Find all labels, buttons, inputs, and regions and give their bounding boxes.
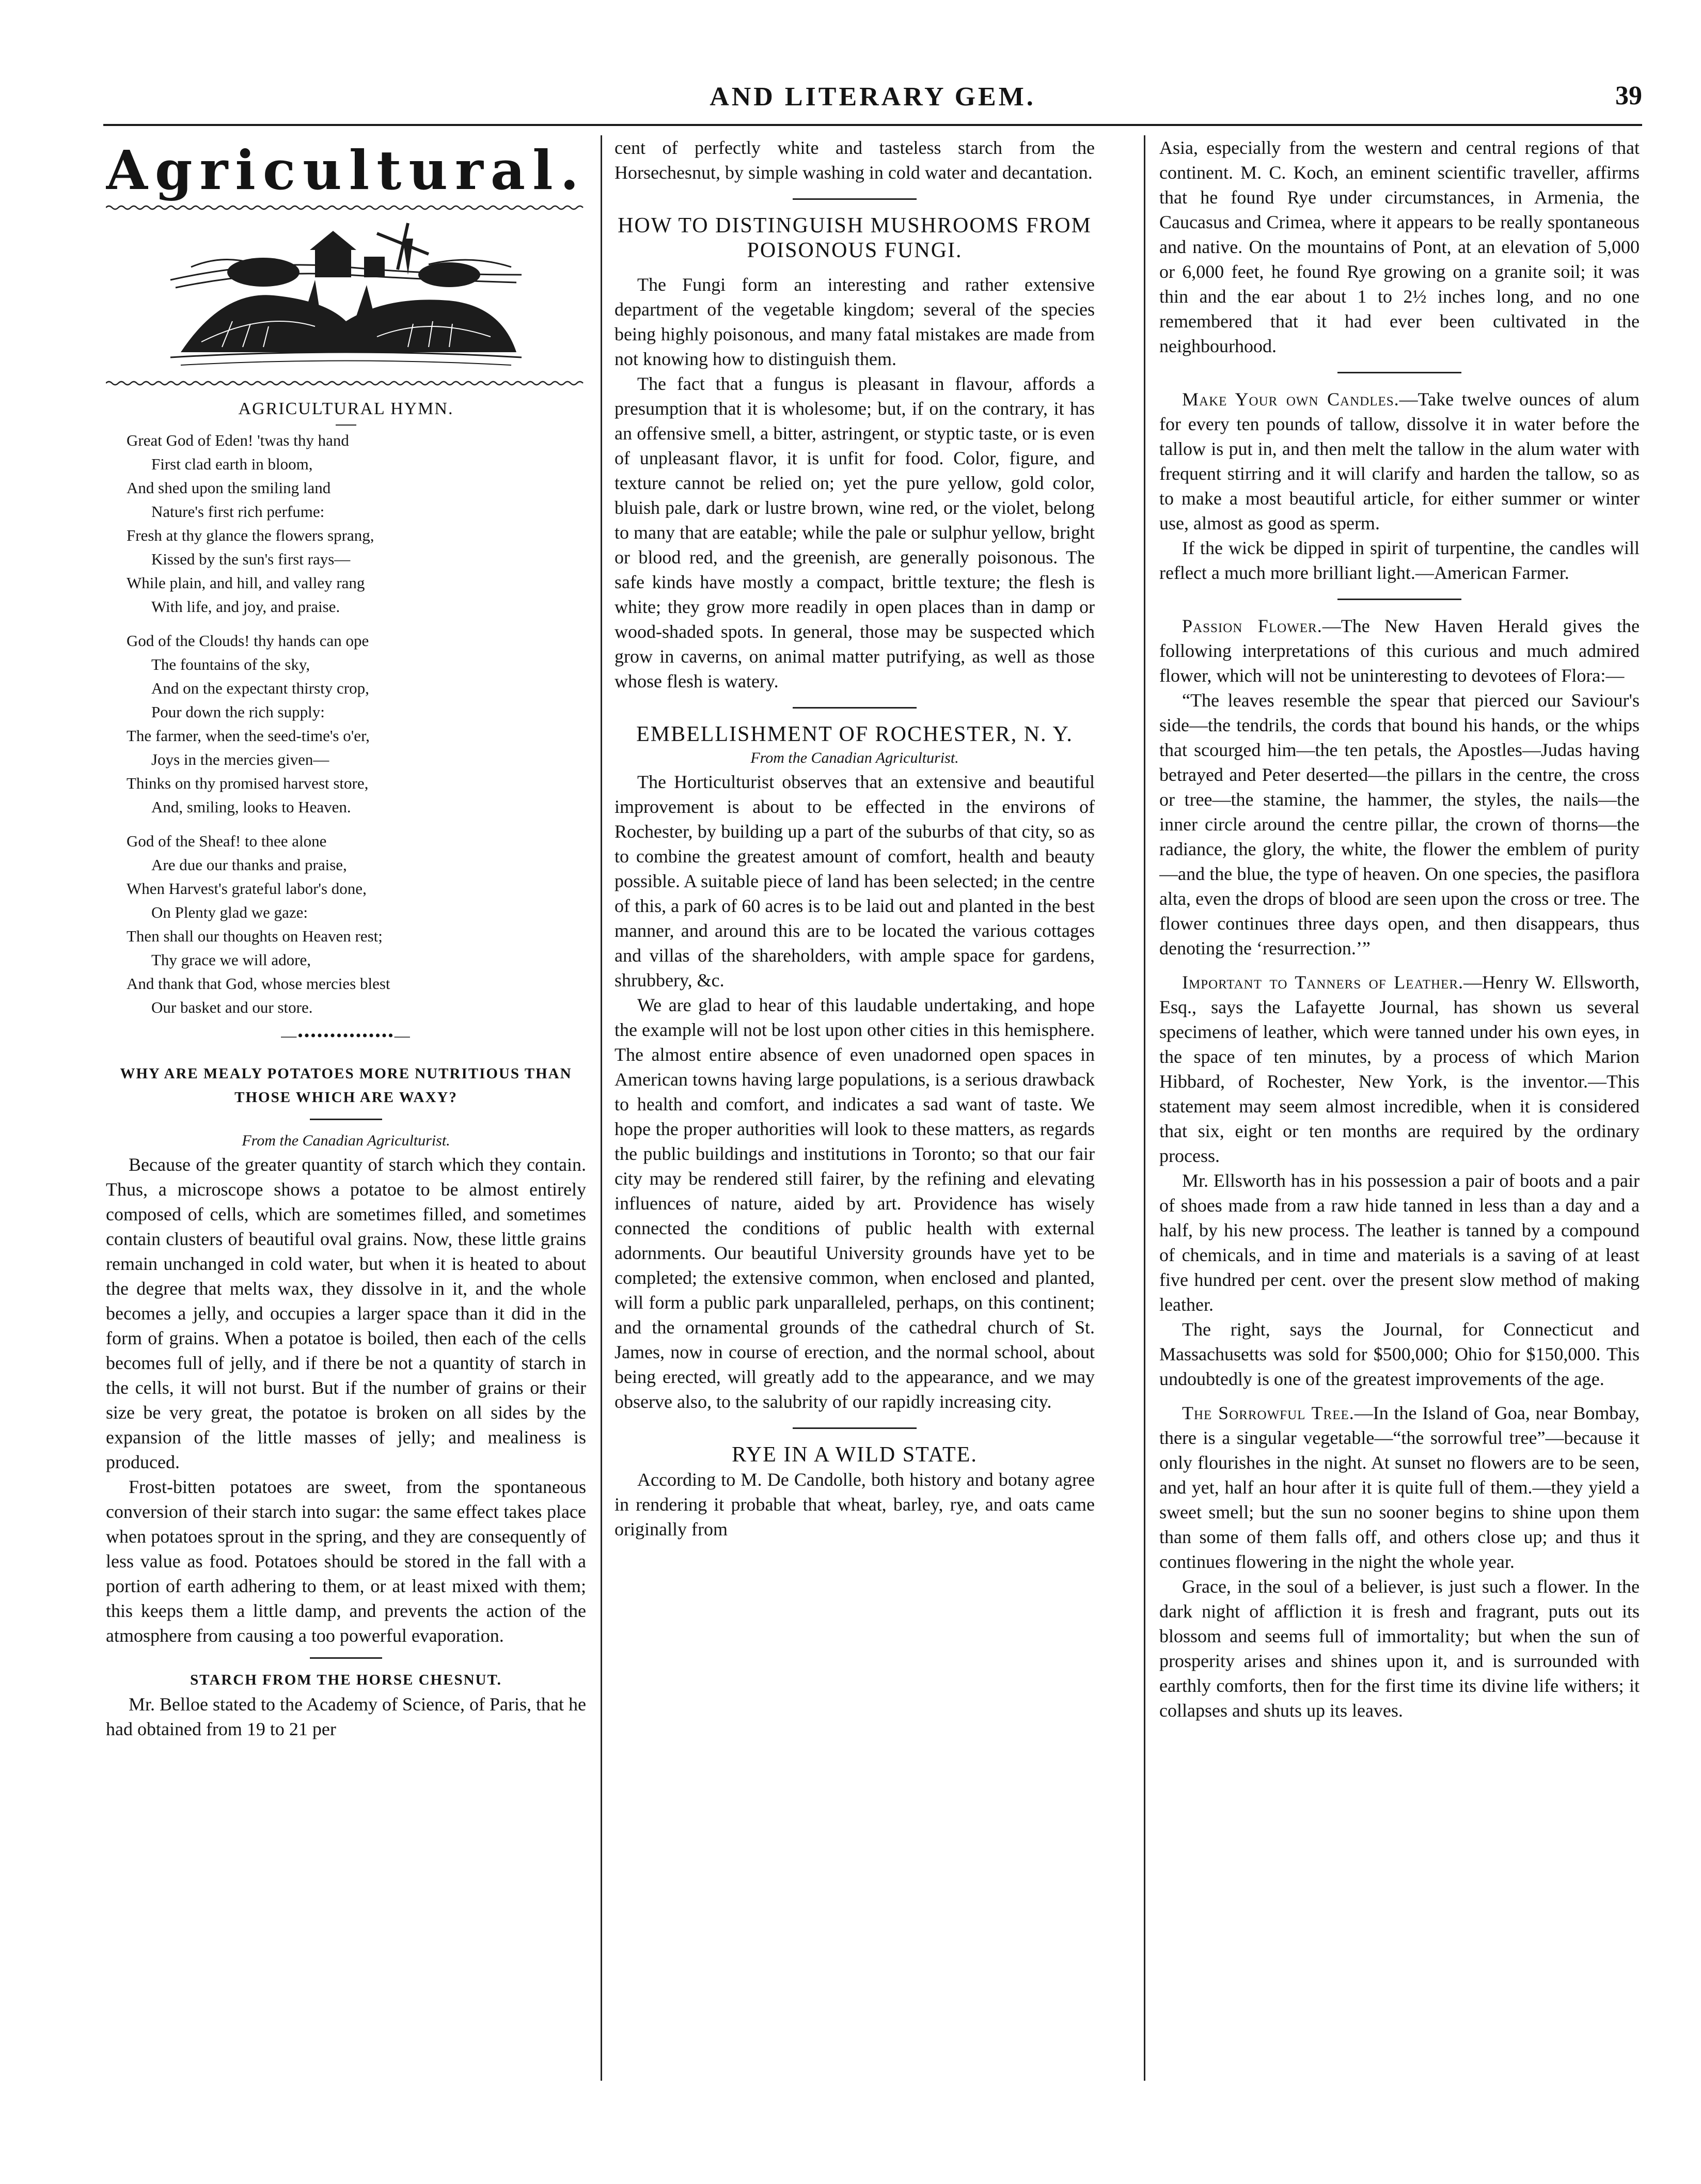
poem-line: The fountains of the sky, xyxy=(151,655,310,673)
divider xyxy=(793,1427,917,1429)
column-divider-2 xyxy=(1144,135,1145,2081)
header-rule xyxy=(103,124,1642,126)
column-1 xyxy=(106,135,586,2081)
poem-line: Nature's first rich perfume: xyxy=(151,502,325,521)
poem-line: God of the Clouds! thy hands can ope xyxy=(127,632,369,650)
candles-paragraph-1 xyxy=(1159,387,1640,536)
running-head xyxy=(103,77,1642,122)
mushrooms-title: HOW TO DISTINGUISH MUSHROOMS FROM POISONOUS FUNGI. xyxy=(618,214,1092,262)
starch-title: STARCH FROM THE HORSE CHESNUT. xyxy=(190,1672,502,1688)
tanners-lead: Important to Tanners of Leather. xyxy=(1182,972,1464,993)
poem-line: Pour down the rich supply: xyxy=(151,703,325,721)
poem-line: Thinks on thy promised harvest store, xyxy=(127,774,369,792)
sorrowful-paragraph-1 xyxy=(1159,1401,1640,1574)
rochester-paragraph-2: We are glad to hear of this laudable undertaking, and hope the example will not be lost upon other cities in this hemisphere. The almost entire absence of even unadorned open spaces in American towns having large populations, is a serious drawback to health and comfort, and indicates a sad want of taste. We hope the proper authorities will look to these matters, as regards the public buildings and institutions in Toronto; so that our fair city may be rendered still fairer, by the refining and elevating influences of nature, aided by art. Providence has wisely connected the conditions of public health with external adornments. Our beautiful University grounds have yet to be completed; the extensive common, when enclosed and planted, will form a public park unparalleled, perhaps, on this continent; and the ornamental grounds of the cathedral church of St. James, now in course of erection, and the normal school, about being erected, will greatly add to the appearance, and we may observe also, to the salubrity of our rapidly increasing city. xyxy=(615,995,1095,1412)
starch-paragraph-1: Mr. Belloe stated to the Academy of Science, of Paris, that he had obtained from 19 to 21 per xyxy=(106,1694,586,1739)
column-2 xyxy=(615,135,1095,2081)
potatoes-paragraph-2: Frost-bitten potatoes are sweet, from the spontaneous conversion of their starch into sugar: the same effect takes place when potatoes sprout in the spring, and they are consequently of less value as food. Potatoes should be stored in the fall with a portion of earth adhering to them, or at least mixed with them; this keeps them a little damp, and prevents the action of the atmosphere from causing a too powerful evaporation. xyxy=(106,1476,586,1646)
mushrooms-paragraph-1: The Fungi form an interesting and rather extensive department of the vegetable kingdom; several of the species being highly poisonous, and many fatal mistakes are made from not knowing how to distinguish them. xyxy=(615,274,1095,369)
divider xyxy=(1337,599,1461,600)
poem-line: When Harvest's grateful labor's done, xyxy=(127,879,367,898)
poem-line: And shed upon the smiling land xyxy=(127,479,331,497)
potatoes-title: WHY ARE MEALY POTATOES MORE NUTRITIOUS THAN THOSE WHICH ARE WAXY? xyxy=(120,1065,572,1106)
tanners-paragraph-1 xyxy=(1159,970,1640,1168)
poem-line: And on the expectant thirsty crop, xyxy=(151,679,369,697)
poem-line: The farmer, when the seed-time's o'er, xyxy=(127,727,370,745)
starch-continuation: cent of perfectly white and tasteless starch from the Horsechesnut, by simple washing in cold water and decantation. xyxy=(615,137,1095,183)
poem-line: God of the Sheaf! to thee alone xyxy=(127,832,327,850)
candles-text: —Take twelve ounces of alum for every ten pounds of tallow, dissolve it in water before the tallow is put in, and then melt the tallow in the alum water with frequent stirring and it will clarify and harden the tallow, so as to make a most beautiful article, for either summer or winter use, almost as good as sperm. xyxy=(1159,389,1640,533)
poem-line: With life, and joy, and praise. xyxy=(151,598,340,616)
poem-line: While plain, and hill, and valley rang xyxy=(127,574,365,592)
poem-line: Are due our thanks and praise, xyxy=(151,856,347,874)
hymn-poem xyxy=(127,429,586,1019)
rye-continuation: Asia, especially from the western and central regions of that continent. M. C. Koch, an eminent scientific traveller, affirms that he found Rye under circumstances, in Armenia, the Caucasus and Crimea, where it appears to be really spontaneous and native. On the mountains of Pont, at an elevation of 5,000 or 6,000 feet, he found Rye growing on a granite soil; it was thin and the ear about 1 to 2½ inches long, and no one remembered that it had ever been cultivated in the neighbourhood. xyxy=(1159,137,1640,356)
candles-paragraph-2: If the wick be dipped in spirit of turpentine, the candles will reflect a much more brilliant light.—American Farmer. xyxy=(1159,538,1640,583)
rochester-title: EMBELLISHMENT OF ROCHESTER, N. Y. xyxy=(636,722,1073,746)
tanners-text: —Henry W. Ellsworth, Esq., says the Lafayette Journal, has shown us several specimens of leather, which were tanned under his own eyes, in the space of ten minutes, by a process of which Marion Hibbard, of Rochester, New York, is the inventor.—This statement may seem almost incredible, when it is considered that six, eight or ten months are required by the ordinary process. xyxy=(1159,972,1640,1166)
passion-paragraph-1 xyxy=(1159,614,1640,688)
sorrowful-text: —In the Island of Goa, near Bombay, there is a singular vegetable—“the sorrowful tree”—because it only flourishes in the night. At sunset no flowers are to be seen, and yet, half an hour after it is quite full of them.—they yield a sweet smell; but the sun no sooner begins to shine upon them than some of them falls off, and others close up; and thus it continues flowering in the night the whole year. xyxy=(1159,1403,1640,1572)
passion-paragraph-2: “The leaves resemble the spear that pierced our Saviour's side—the tendrils, the cords that bound his hands, or the whips that scourged him—the ten petals, the Apostles—Judas having betrayed and Peter deserted—the pillars in the centre, the cross or tree—the stamine, the hammer, the styles, the nails—the inner circle around the centre pillar, the crown of thorns—the radiance, the glory, the white, the flower the emblem of purity—and the blue, the type of heaven. On one species, the pasiflora alta, even the drops of blood are seen upon the cross or tree. The flower continues three days open, and then disappears, thus denoting the ‘resurrection.’” xyxy=(1159,690,1640,959)
rochester-byline: From the Canadian Agriculturist. xyxy=(750,749,959,766)
sorrowful-paragraph-2: Grace, in the soul of a believer, is just such a flower. In the dark night of affliction it is fresh and fragrant, puts out its blossom and seems full of immortality; but when the sun of prosperity arises and shines upon it, and is surrounded with earthly comforts, then for the first time its divine life withers; it collapses and shuts up its leaves. xyxy=(1159,1576,1640,1721)
divider xyxy=(310,1657,382,1659)
divider xyxy=(793,198,917,200)
passion-lead: Passion Flower. xyxy=(1182,616,1322,636)
rochester-paragraph-1: The Horticulturist observes that an extensive and beautiful improvement is about to be effected in the environs of Rochester, by building up a part of the suburbs of that city, so as to combine the greatest amount of comfort, health and beauty possible. A suitable piece of land has been selected; in the centre of this, a park of 60 acres is to be laid out and planted in the best manner, and around this are to be located the various cottages and villas of the shareholders, with ample space for gardens, shrubbery, &c. xyxy=(615,772,1095,991)
page-number: 39 xyxy=(1615,81,1642,111)
wavy-rule-icon xyxy=(106,379,586,387)
divider xyxy=(1337,372,1461,373)
hymn-title: AGRICULTURAL HYMN. xyxy=(238,399,454,418)
poem-line: Joys in the mercies given— xyxy=(151,750,329,768)
passion-text: —The New Haven Herald gives the following interpretations of this curious and much admired flower, which will not be uninteresting to devotees of Flora:— xyxy=(1159,616,1640,686)
potatoes-byline: From the Canadian Agriculturist. xyxy=(242,1132,450,1149)
potatoes-paragraph-1: Because of the greater quantity of starch which they contain. Thus, a microscope shows a potatoe to be almost entirely composed of cells, which are sometimes filled, and sometimes contain clusters of beautiful oval grains. Now, these little grains remain unchanged in cold water, but when it is heated to about the degree that melts wax, they dissolve in it, and the whole becomes a jelly, and occupies a larger space than it did in the form of grains. When a potatoe is boiled, then each of the cells becomes full of jelly, and if there be not a quantity of starch in the cells, it will not burst. But if the number of grains or their size be very great, the potatoe is broken on all sides by the expansion of the little masses of jelly; and mealiness is produced. xyxy=(106,1154,586,1472)
column-3 xyxy=(1159,135,1640,2081)
poem-line: Great God of Eden! 'twas thy hand xyxy=(127,431,349,449)
divider xyxy=(793,707,917,709)
poem-line: Fresh at thy glance the flowers sprang, xyxy=(127,526,374,544)
rye-title: RYE IN A WILD STATE. xyxy=(732,1443,978,1467)
divider xyxy=(310,1119,382,1120)
harvest-woodcut-icon xyxy=(160,218,532,373)
divider xyxy=(336,425,356,426)
wavy-rule-icon xyxy=(106,203,586,212)
poem-line: On Plenty glad we gaze: xyxy=(151,903,308,921)
tanners-paragraph-3: The right, says the Journal, for Connecticut and Massachusetts was sold for $500,000; Ohio for $150,000. This undoubtedly is one of the greatest improvements of the age. xyxy=(1159,1319,1640,1389)
poem-line: And, smiling, looks to Heaven. xyxy=(151,798,351,816)
tanners-paragraph-2: Mr. Ellsworth has in his possession a pair of boots and a pair of shoes made from a raw hide tanned in less than a day and a half, by his new process. The leather is tanned by a compound of chemicals, and in time and materials is a saving of at least five hundred per cent. over the present slow method of making leather. xyxy=(1159,1170,1640,1315)
rye-paragraph-1: According to M. De Candolle, both history and botany agree in rendering it probable that wheat, barley, rye, and oats came originally from xyxy=(615,1469,1095,1539)
poem-line: Thy grace we will adore, xyxy=(151,951,311,969)
sorrowful-lead: The Sorrowful Tree. xyxy=(1182,1403,1354,1423)
candles-lead: Make Your own Candles. xyxy=(1182,389,1399,410)
poem-line: Our basket and our store. xyxy=(151,998,313,1016)
running-title: AND LITERARY GEM. xyxy=(710,82,1036,112)
column-divider-1 xyxy=(601,135,602,2081)
poem-line: First clad earth in bloom, xyxy=(151,455,313,473)
agricultural-masthead: Agricultural. xyxy=(106,138,586,202)
mushrooms-paragraph-2: The fact that a fungus is pleasant in flavour, affords a presumption that it is wholesome; but, if on the contrary, it has an offensive smell, a bitter, astringent, or styptic taste, or is even of unpleasant flavor, it is unfit for food. Color, figure, and texture cannot be relied on; yet the pure yellow, gold color, bluish pale, dark or lustre brown, wine red, or the violet, belong to many that are eatable; while the pale or sulphur yellow, bright or blood red, and the greenish, are generally poisonous. The safe kinds have mostly a compact, brittle texture; the flesh is white; they grow more readily in open places than in damp or wood-shaded spots. In general, those may be suspected which grow in caverns, on animal matter putrifying, as well as those whose flesh is watery. xyxy=(615,373,1095,692)
ornament-rule: —•••••••••••••••— xyxy=(281,1027,411,1044)
poem-line: Then shall our thoughts on Heaven rest; xyxy=(127,927,383,945)
poem-line: And thank that God, whose mercies blest xyxy=(127,975,390,993)
poem-line: Kissed by the sun's first rays— xyxy=(151,550,351,568)
